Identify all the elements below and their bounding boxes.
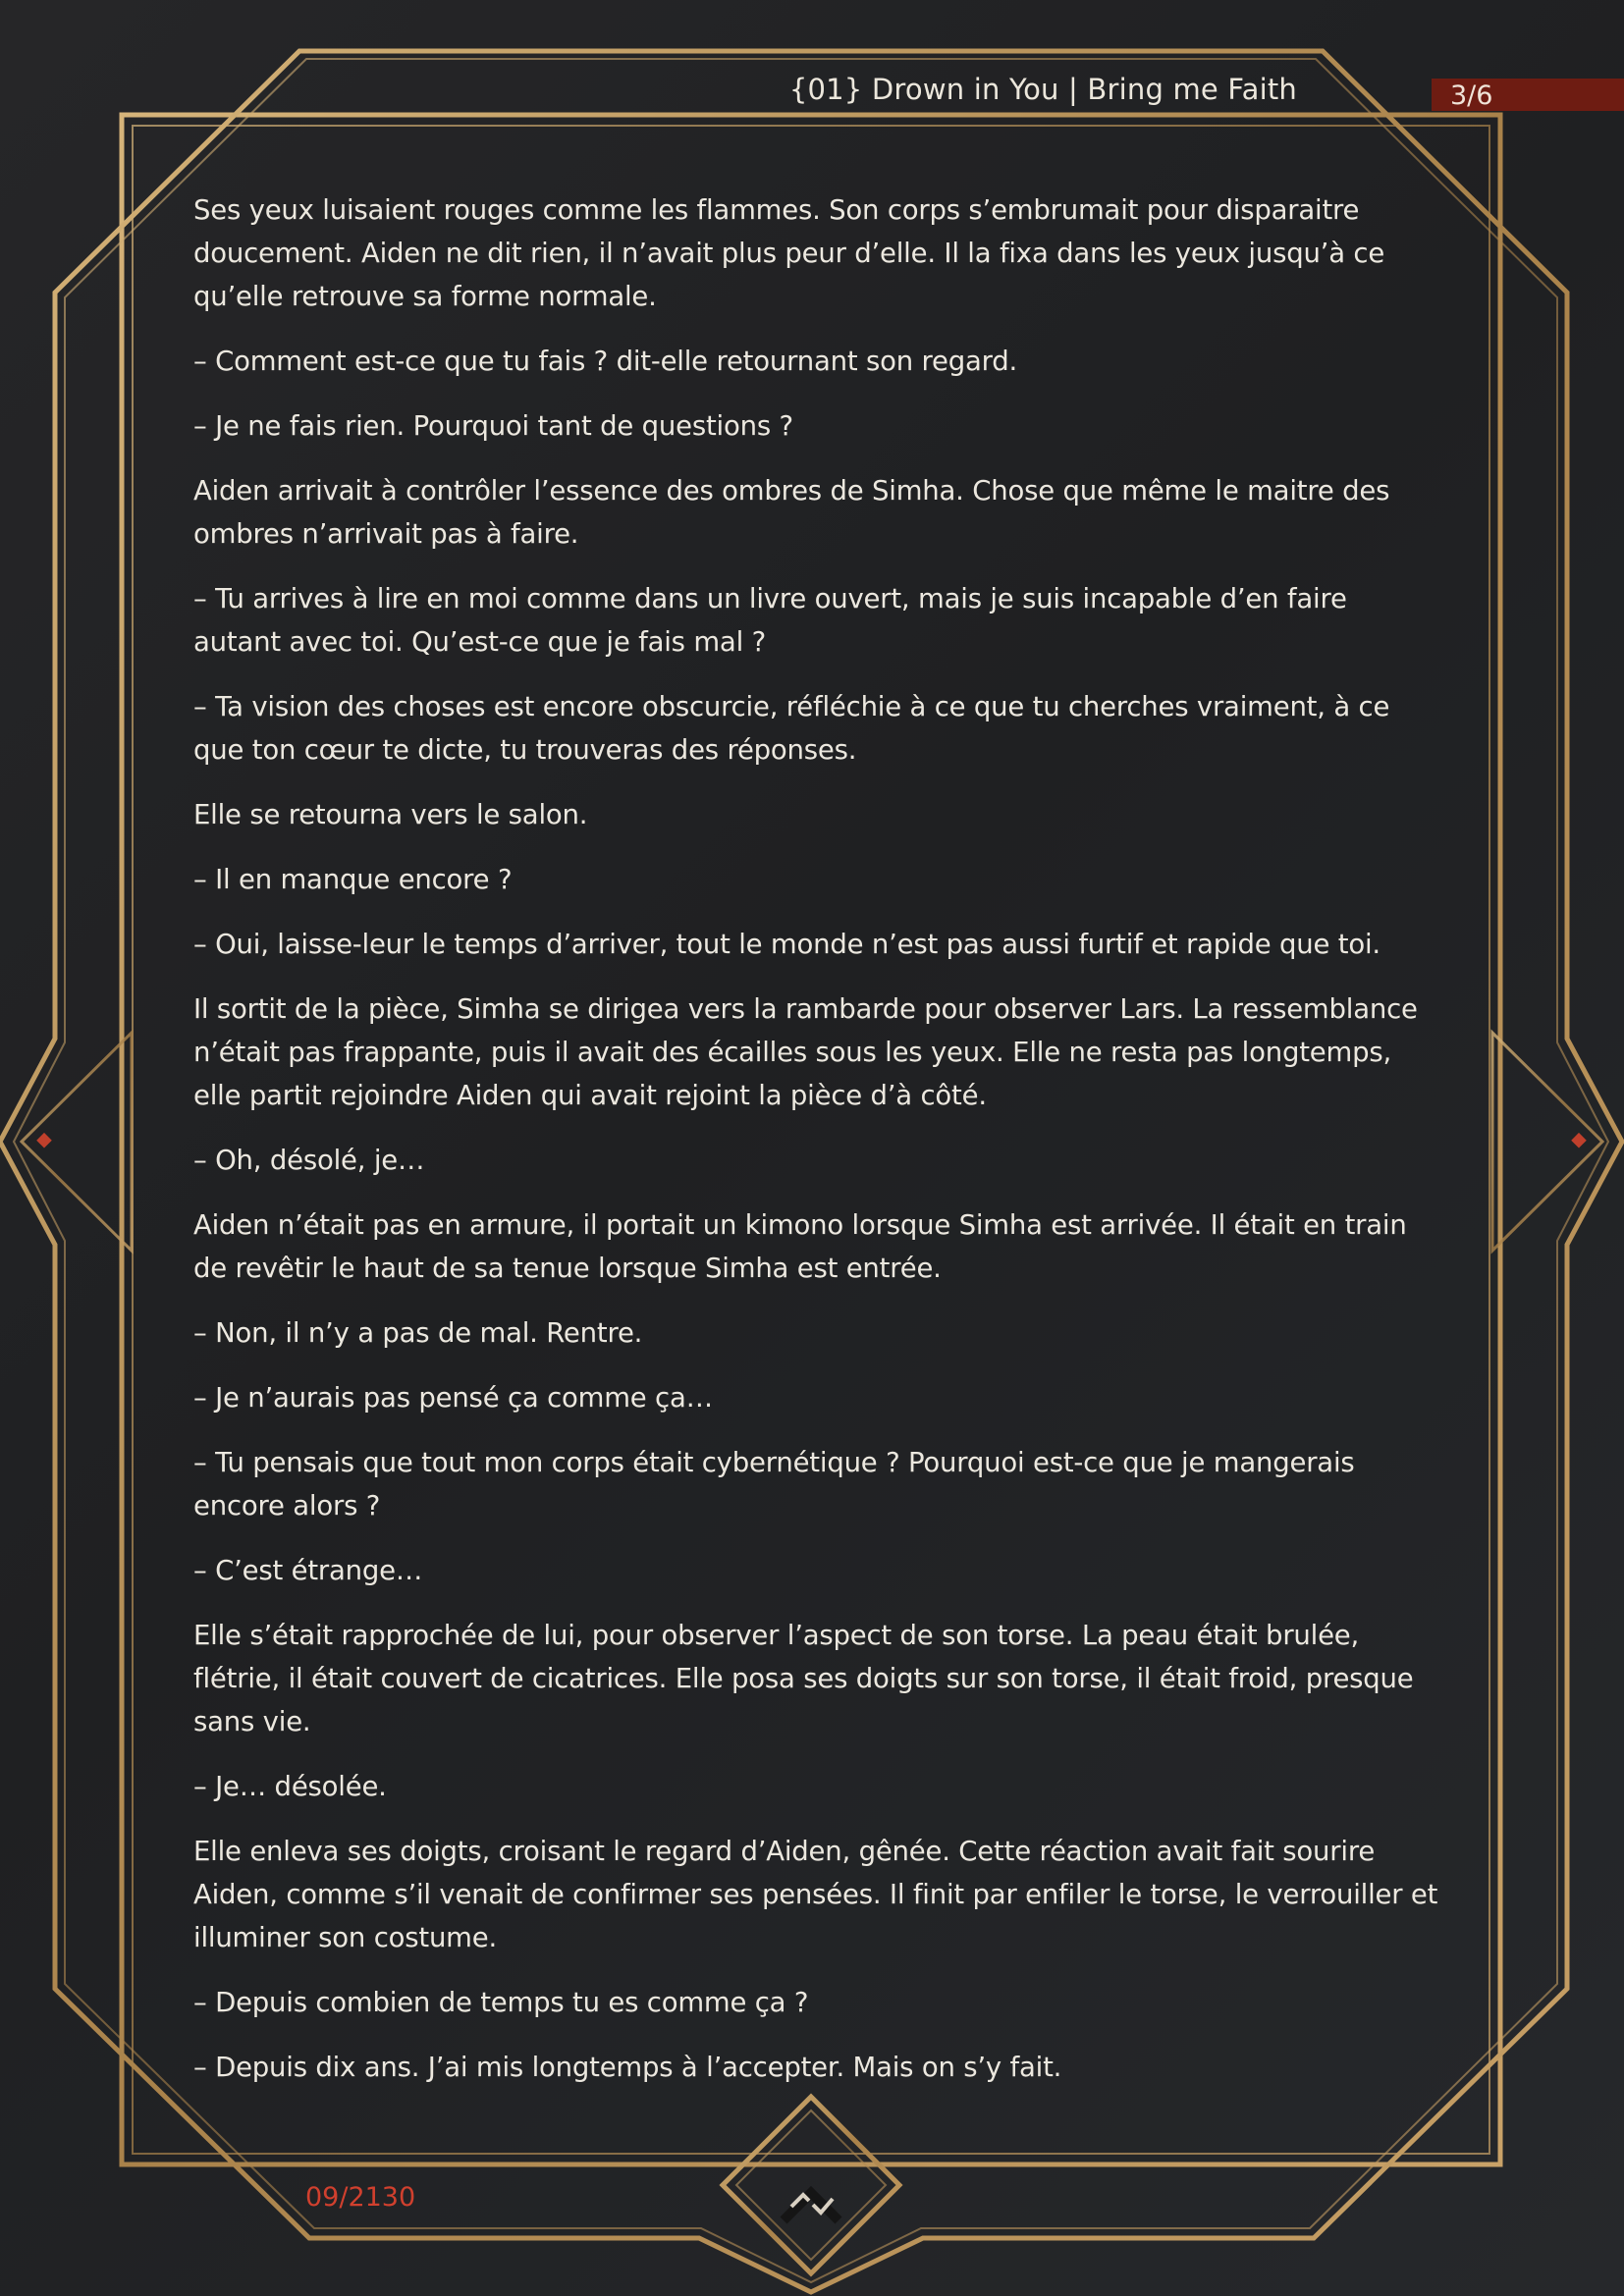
paragraph: Ses yeux luisaient rouges comme les flammes. Son corps s’embrumait pour disparaitre doucement. Aiden ne dit rien, il n’avait plus peur d’elle. Il la fixa dans les yeux jusqu’à ce qu’elle retrouve sa forme normale. xyxy=(193,194,1385,312)
page-title: {01} Drown in You | Bring me Faith xyxy=(788,73,1297,106)
paragraph: Aiden n’était pas en armure, il portait un kimono lorsque Simha est arrivée. Il était en train de revêtir le haut de sa tenue lorsque Simha est entrée. xyxy=(193,1209,1407,1284)
page-counter: 09/2130 xyxy=(305,2182,416,2213)
chevron-up-icon xyxy=(754,2140,868,2254)
paragraph: – Il en manque encore ? xyxy=(193,864,513,895)
paragraph: – Je… désolée. xyxy=(193,1771,387,1802)
paragraph: – Depuis combien de temps tu es comme ça ? xyxy=(193,1987,809,2018)
paragraph: Il sortit de la pièce, Simha se dirigea vers la rambarde pour observer Lars. La ressemblance n’était pas frappante, puis il avait des écailles sous les yeux. Elle ne resta pas longtemps, elle partit rejoindre Aiden qui avait rejoint la pièce d’à côté. xyxy=(193,993,1418,1111)
back-to-top-button[interactable] xyxy=(754,2140,868,2254)
paragraph: Elle s’était rapprochée de lui, pour observer l’aspect de son torse. La peau était brulée, flétrie, il était couvert de cicatrices. Elle posa ses doigts sur son torse, il était froid, presque sans vie. xyxy=(193,1620,1414,1737)
paragraph: – Tu pensais que tout mon corps était cybernétique ? Pourquoi est-ce que je mangerais encore alors ? xyxy=(193,1447,1355,1522)
paragraph: – Je n’aurais pas pensé ça comme ça… xyxy=(193,1382,713,1414)
page-indicator: 3/6 xyxy=(1450,80,1493,111)
paragraph: – Oui, laisse-leur le temps d’arriver, tout le monde n’est pas aussi furtif et rapide que toi. xyxy=(193,929,1380,960)
paragraph: – Depuis dix ans. J’ai mis longtemps à l’accepter. Mais on s’y fait. xyxy=(193,2052,1062,2083)
paragraph: – Je ne fais rien. Pourquoi tant de questions ? xyxy=(193,410,793,442)
paragraph: – Non, il n’y a pas de mal. Rentre. xyxy=(193,1317,643,1349)
paragraph: – Comment est-ce que tu fais ? dit-elle retournant son regard. xyxy=(193,346,1018,377)
paragraph: Elle enleva ses doigts, croisant le regard d’Aiden, gênée. Cette réaction avait fait sourire Aiden, comme s’il venait de confirmer ses pensées. Il finit par enfiler le torse, le verrouiller et illuminer son costume. xyxy=(193,1836,1438,1953)
paragraph: Aiden arrivait à contrôler l’essence des ombres de Simha. Chose que même le maitre des ombres n’arrivait pas à faire. xyxy=(193,475,1390,550)
paragraph: – Oh, désolé, je… xyxy=(193,1145,425,1176)
paragraph: – Tu arrives à lire en moi comme dans un livre ouvert, mais je suis incapable d’en faire autant avec toi. Qu’est-ce que je fais mal ? xyxy=(193,583,1347,658)
paragraph: – Ta vision des choses est encore obscurcie, réfléchie à ce que tu cherches vraiment, à ce que ton cœur te dicte, tu trouveras des réponses. xyxy=(193,691,1390,766)
paragraph: – C’est étrange… xyxy=(193,1555,423,1586)
paragraph: Elle se retourna vers le salon. xyxy=(193,799,588,830)
page-indicator-badge xyxy=(1432,79,1624,111)
story-text xyxy=(193,188,1442,2110)
